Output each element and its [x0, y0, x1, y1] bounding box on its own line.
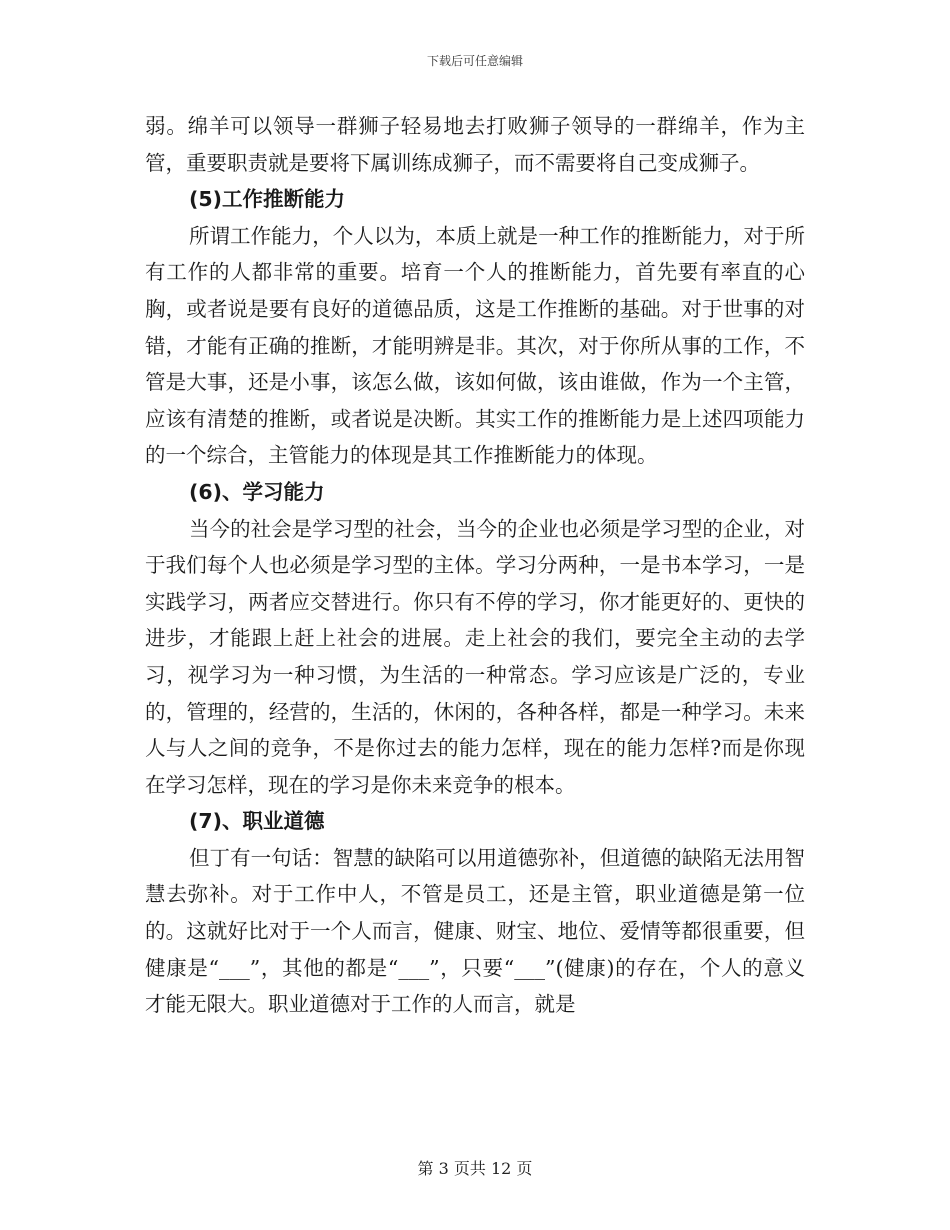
page-header: 下载后可任意编辑 [426, 54, 523, 68]
paragraph-judgment-ability: 所谓工作能力，个人以为，本质上就是一种工作的推断能力，对于所有工作的人都非常的重要。培育一个人的推断能力，首先要有率直的心胸，或者说是要有良好的道德品质，这是工作推断的基础。对于世事的对错，才能有正确的推断，才能明辨是非。其次，对于你所从事的工作，不管是大事，还是小事，该怎么做，该如何做，该由谁做，作为一个主管，应该有清楚的推断，或者说是决断。其实工作的推断能力是上述四项能力的一个综合，主管能力的体现是其工作推断能力的体现。 [145, 223, 805, 468]
paragraph-continuation: 弱。绵羊可以领导一群狮子轻易地去打败狮子领导的一群绵羊，作为主管，重要职责就是要将下属训练成狮子，而不需要将自己变成狮子。 [145, 114, 805, 175]
document-body [145, 108, 805, 1023]
paragraph-professional-ethics: 但丁有一句话：智慧的缺陷可以用道德弥补，但道德的缺陷无法用智慧去弥补。对于工作中人，不管是员工，还是主管，职业道德是第一位的。这就好比对于一个人而言，健康、财宝、地位、爱情等都很重要，但健康是“___”，其他的都是“___”，只要“___”(健康)的存在，个人的意义才能无限大。职业道德对于工作的人而言，就是 [145, 845, 805, 1017]
section-heading-7: (7)、职业道德 [189, 809, 325, 834]
page-footer: 第 3 页共 12 页 [417, 1159, 533, 1178]
paragraph-learning-ability: 当今的社会是学习型的社会，当今的企业也必须是学习型的企业，对于我们每个人也必须是学习型的主体。学习分两种，一是书本学习，一是实践学习，两者应交替进行。你只有不停的学习，你才能更好的、更快的进步，才能跟上赶上社会的进展。走上社会的我们，要完全主动的去学习，视学习为一种习惯，为生活的一种常态。学习应该是广泛的，专业的，管理的，经营的，生活的，休闲的，各种各样，都是一种学习。未来人与人之间的竞争，不是你过去的能力怎样，现在的能力怎样?而是你现在学习怎样，现在的学习是你未来竞争的根本。 [145, 516, 805, 797]
section-heading-6: (6)、学习能力 [189, 479, 325, 504]
section-heading-5: (5)工作推断能力 [189, 187, 346, 212]
